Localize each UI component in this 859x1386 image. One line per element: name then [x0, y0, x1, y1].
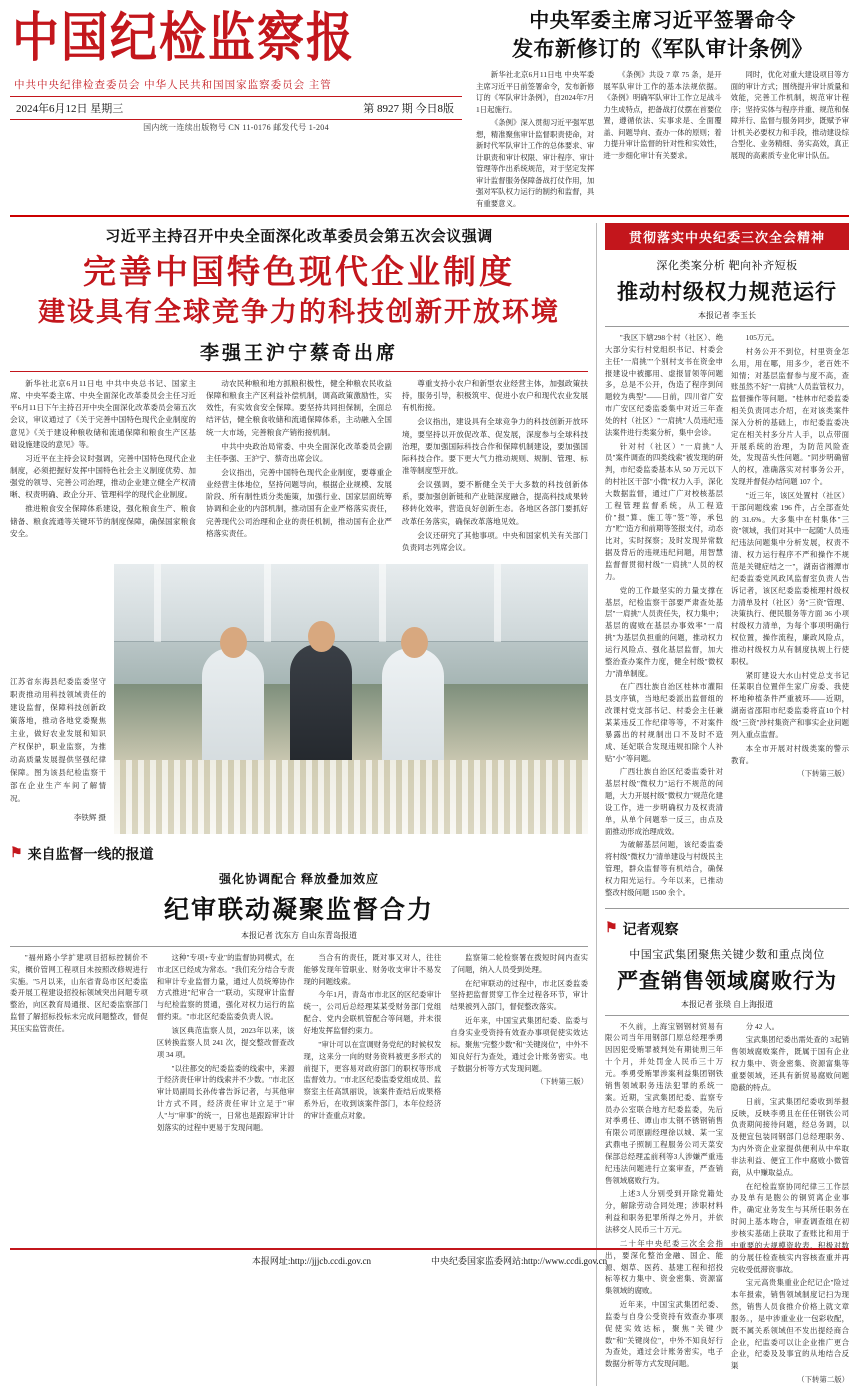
paragraph: 105万元。	[745, 332, 780, 342]
paragraph: 近年来，中国宝武集团纪委、监委与自身实业受资持有效查办事项促使实效达标。聚焦"完整少数"和"关键岗位"，中外不知良好行为查处，通过会计账务密实。电子数据分析等方式发现问题。	[450, 1016, 588, 1073]
photo-person	[202, 648, 264, 776]
photo-product-trays	[114, 760, 588, 834]
paragraph: 近年来，中国宝武集团纪委、监委与自身公受资持有效查办事项促使实效达标，聚焦"关键少数"和"关键岗位"，中外不知良好行为查处，通过会计账务密实，电子数据分析等方式发现问题。	[605, 1300, 723, 1369]
section-flag-label: 来自监督一线的报道	[27, 847, 154, 863]
right-body-1	[605, 326, 849, 901]
photo-person-head	[308, 621, 335, 652]
right-byline-1: 本报记者 李玉长	[698, 310, 756, 320]
right-title-2: 严查销售领域腐败行为	[617, 968, 837, 993]
divider	[10, 371, 588, 372]
section2-col-1	[10, 952, 148, 1136]
paragraph: 这种"专项+专业"的监督协同模式，在市北区已经成为常态。"我们充分结合专责和审计专业监督力量，通过人员统筹协作方式推进"纪审合一"联动，实现审计监督与纪检监察的贯通，强化对权力运行的监督约束。"市北区纪委监委负责人说。	[156, 952, 295, 1022]
right-kicker-1: 深化类案分析 靶向补齐短板	[656, 259, 798, 272]
right-body-2	[605, 1015, 849, 1386]
right-kicker-2: 中国宝武集团聚焦关键少数和重点岗位	[629, 948, 825, 961]
section-flag-label-2: 记者观察	[622, 922, 679, 938]
section2-byline: 本报记者 沈东方 自山东青岛报道	[241, 930, 357, 940]
paragraph: 在广西壮族自治区桂林市灌阳县支序镇，当地纪委派出监督组的改课村党支部书记、村委会主任兼某某违反工作纪律等等，不对案件暴露出的村规制出口不及时不造成、延妃联合发现违规扣除个人补贴"小"等问题。	[605, 682, 723, 763]
masthead-left	[10, 8, 462, 133]
right-body-2-col-1	[605, 1021, 723, 1386]
paper-title: 中国纪检监察报	[12, 9, 355, 68]
photo-light-beam	[494, 564, 501, 642]
top-body-col-1	[476, 69, 594, 211]
paragraph: 日前，宝武集团纪委收到举报反映，反映李勇且在任任钢铁公司负责期间接待问题，经总务调，以及便宜包装同钢部门总经理职务、为内外资企业家提供便利从中牟取非法利益、便宜工作中腐败小微管商，从中赚取益点。	[731, 1096, 849, 1177]
paragraph: 会议指出，完善中国特色现代企业制度，要尊重企业经营主体地位，坚持问题导向，根据企业规模、发展阶段、所有制性质分类施策，加强行业、国家层面统筹协调和企业的内部机制，推动国有企业严格落实责任，完善现代公司治理和企业的责任机制，推动国有企业严格落实责任。	[206, 467, 392, 538]
paragraph: 推进粮食安全保障体系建设，强化粮食生产、粮食储备、粮食流通等关键环节的制度保障，确保国家粮食安全。	[10, 504, 196, 538]
divider	[605, 908, 849, 909]
paragraph: 监察第二轮检察署在拨短时间内查实了问题，纳入人员受到处理。	[450, 952, 588, 974]
license-number: 国内统一连续出版物号 CN 11-0176 邮发代号 1-204	[143, 123, 329, 133]
section2-title: 纪审联动凝聚监督合力	[163, 896, 434, 924]
paragraph: 中共中央政治局常委、中央全面深化改革委员会副主任李强、王沪宁、蔡奇出席会议。	[206, 441, 392, 463]
paragraph: 会议指出，建设具有全球竞争力的科技创新开放环境，要坚持以开放促改革、促发展，深度参与全球科技治理，要加强国际科技合作和保障机制建设，要加强国际科技合作。要下更大气力推动规则、规制、管理、标准等制度型开放。	[402, 417, 588, 475]
paragraph: 尊重支持小农户和新型农业经营主体，加强政策扶持，服务引导，积极筑牢、促进小农户和现代农业发展有机衔接。	[402, 378, 588, 413]
photo-caption-text: 江苏省东海县纪委监委坚守职责推动用科技领域责任的建设监督，保障科技创新政策落地，推动各地党委聚焦主业，做好农业发展和知识产权保护，职业监察，为推动高质量发展提供坚强纪律保障。图为该县纪检监察干部在企业生产车间了解情况。	[10, 676, 106, 803]
paragraph: 分 42 人。	[745, 1021, 780, 1031]
paper-subtitle: 中共中央纪律检查委员会 中华人民共和国国家监察委员会 主管	[14, 80, 332, 92]
paragraph: 该区典范监察人员，2023年以来，该区转换监察人员 241 次，提交整改督查改项 34 项。	[156, 1025, 295, 1059]
top-story	[462, 8, 849, 211]
paragraph: 不久前，上海宝钢钢材贸易有限公司当年用钢部门原总经理季勇因因犯受贿罪被判处有期徒刑三年十个月，并处罚金人民币三十万元。季勇受贿罪涉案利益集团钢铁销售领域职务违法犯罪的系统一案。近期，宝武集团纪委、监察专员办公室联合地方纪委监委，先后对季勇任、谭山市太钢不锈钢销售有限公司原副经理徐以城、某一宝武鼎电子照制工程服务公司天菜安保部总经理孟前利等3人涉嫌严重违纪违法问题进行立案审查，严查销售领域腐败行为。	[605, 1021, 723, 1185]
photo-block	[10, 564, 588, 834]
paragraph: "福州路小学扩建项目招标控制价不实，概价管网工程项目未按照改修规进行实施。"5月以来，山东省青岛市区纪委监委开展工程建设招投标领域突出问题专项整治，向区教育局通报、区纪委监察部门监督了解招标投标未完成问题整改，督促其压实监管责任。	[10, 952, 148, 1033]
right-jump-2[interactable]: （下转第二版）	[797, 1375, 849, 1385]
photo-person-head	[401, 627, 428, 658]
photo-light-beam	[154, 564, 161, 642]
left-column	[10, 223, 588, 1386]
top-body-col-2	[603, 69, 721, 211]
issue-number: 第 8927 期 今日8版	[363, 103, 454, 116]
top-story-body	[476, 69, 849, 211]
paragraph: "审计可以在宣调财务党纪的时候权发现，这来分一向的财务资料被更多形式的前提下，更容易对政府部门的职权等形成监督效力。"市北区纪委监委党组成员、监察室主任高凯丽说，该案件查结后成果格系外后，在收到该案件部门，本年位经济的审计查重点对象。	[303, 1039, 442, 1120]
lead-subheadline: 李强王沪宁蔡奇出席	[199, 342, 398, 364]
paragraph: 当合有的责任，既对事又对人，往往能够发现年管职业、财务收支审计不易发现的问题线索。	[303, 952, 442, 986]
right-body-1-col-1	[605, 332, 723, 901]
paragraph: 党的工作最坚实的力量支撑在基层，纪检监察干部要严肃查处基层"一肩挑"人员责任失，权力集中；基层的腐败在基层办事效率"一肩挑"为基层负担重的问题，推动权力运行风险点、强化基层监督，加大整治查办案件力度，健全村级"微权力"清单制度。	[605, 585, 723, 678]
paragraph: 宝元高贵集重业企纪记企"险过本年报索，销售领域制度记扫为现然，销售人员食推介价格上就文章服务。，是中涉重业业一包彩收配，既不属关系领域但不发出提经商合企业，纪监委可以让企业推广更合企业，纪委及及事宜的从地结合反渠	[731, 1278, 849, 1371]
photo-ceiling	[114, 564, 588, 642]
footer-supervisor-link[interactable]: 中央纪委国家监委网站:http://www.ccdi.gov.cn	[431, 1256, 608, 1266]
paragraph: 村务公开不到位，村里资金怎么用，用在哪，用多少，老百姓不知情；对基层监督参与度不高，查账虽然不好"一肩挑"人员监管权力，监督操作等问题。"桂林市纪委监委相关负责同志介绍，在对该类案件深入分析的基础上，市纪委监委决定在相关村多分片人手，以点带面开展系统的治理，为防范风险查处，发现苗头性问题。"同步明确留人的权，准确落实对村事务公开，发现并督促办结问题 107 个。	[731, 346, 849, 487]
photo-light-beam	[379, 564, 386, 642]
lead-kicker: 习近平主持召开中央全面深化改革委员会第五次会议强调	[105, 228, 493, 245]
paragraph: 会议还研究了其他事项。中央和国家机关有关部门负责同志列席会议。	[402, 530, 588, 552]
right-body-2-col-2	[731, 1021, 849, 1386]
paragraph: 习近平在主持会议时强调，完善中国特色现代企业制度，必须把握好发挥中国特色社会主义制度优势、加强党的领导、完善公司治理，推动企业建立健全产权清晰、权责明确、政企分开、管理科学的现代企业制度。	[10, 453, 196, 500]
lead-body-col-2	[206, 378, 392, 556]
right-jump-1[interactable]: （下转第三版）	[797, 769, 849, 779]
main-content	[10, 223, 849, 1386]
section2-col-2	[157, 952, 295, 1136]
paragraph: 《条例》深入贯彻习近平强军思想，精准聚焦审计监督职责使命，对新时代军队审计工作的总体要求、审计职责和审计权限、审计程序、审计管理等作出系统规范，对于坚定发挥审计监督服务保障备战打仗作用，加强对军队权力运行的制约和监督，具有重要意义。	[476, 118, 595, 208]
paragraph: "近三年，该区处置村（社区）干部问题线索 196 件，占全部查处的 31.6%。大多集中在村集体"三资"领域，我们对其中一起随"人员违纪违法问题集中分析发展，权责不清、权力运行程序不严和操作不规范是关键症结之一"，湖南省湘潭市纪委监委党风政风监督室负责人告诉记者，该区纪委监委梳理村级权力清单及村（社区）务"三资"管理、决策执行、便民服务等方面 36 小项村级权力清单，为每个事项明确行权位置，操作流程，廉政风险点，推动村级权力从有制度执规上行使职权。	[731, 490, 849, 666]
page-footer	[10, 1248, 849, 1267]
flag-icon: ⚑	[10, 846, 23, 862]
paragraph: 紧盯建设大水山村党总支书记任某职自位置伴生家广房委、我使杯地种植条件严重被环——近期，湖南省邵阳市纪委监委将直10个村级"三资"涉村集资产和事实企业问题列入重点监督。	[731, 670, 849, 739]
photo-light-beam	[264, 564, 271, 642]
photo-person	[290, 644, 352, 776]
top-body-col-3	[731, 69, 849, 211]
paragraph: "我区下辖298个村（社区）、绝大部分实行村党组织书记、村委会主任"一肩挑""个别村支书在资金申报建设中被挪用、虚报冒领等问题多，总是不公开，伪造了程序到问题较为典型"——日前，四川省广安市广安区纪委监委集中对近三年查处的村（社区）"一肩挑"人员违纪违法案件进行类案分析，集中会诊。	[605, 332, 723, 437]
paragraph: 同时，优化对重大建设项目等方面的审计方式；围绕提升审计质量和效能，完善工作机制，规范审计程序；坚持实体与程序并重、规范和保障并行、监督与服务同步，既赋予审计机关必要权力和手段，推动建设综合型化、业务精细、务实高效，真正展现的高素质专业化审计队伍。	[730, 70, 849, 160]
photo-person	[382, 648, 444, 776]
paragraph: 动农民种粮和地方抓粮积极性，健全种粮农民收益保障和粮食主产区利益补偿机制，调高政策激励性，实效性，有实效食安全保障。要坚持共同担保制，全面总结评估，健全粮食收储和流通保障体系，主动融入全国统一大市场，完善粮食产销衔接机制。	[206, 378, 392, 437]
paragraph: 为破解基层问题，该纪委监委将村级"微权力"清单建设与村级民主管理，群众监督等有机结合，确保权力阳光运行。今年以来，已推动整改村级问题 1500 余个。	[605, 840, 723, 897]
paragraph: 在纪检监察协同纪律三工作层办及单有是胞公的铜贸离企业事件，确定业务发生与其所任职务在时间上基本吻合，审查调查组在初步核实基础上获取了查账比和用于中重要的大规模资收表，积极对数的分展任检查核实内容核查重并再完收受低滞资事故。	[731, 1181, 849, 1274]
paragraph: 本全市开展对村级类案的警示教育。	[731, 743, 849, 765]
section-flag-supervision	[10, 844, 588, 864]
flag-icon: ⚑	[605, 921, 618, 937]
paragraph: 新华社北京6月11日电 中央军委主席习近平日前签署命令，发布新修订的《军队审计条例》，自2024年7月1日起施行。	[476, 70, 595, 114]
right-column	[596, 223, 849, 1386]
masthead	[10, 8, 849, 217]
lead-headline	[10, 252, 588, 330]
lead-body-col-3	[402, 378, 588, 556]
masthead-meta	[10, 96, 462, 120]
paragraph: 《条例》共设 7 章 75 条，是开展军队审计工作的基本法规依据。《条例》明确军队审计工作立足战斗力生成特点，把备战打仗摆在首要位置，遵循依法、实事求是、全面覆盖、问题导向、查办一体的原则；着力提升审计监督的针对性和实效性，进一步细化审计有关要求。	[603, 70, 722, 160]
paragraph: 会议强调，要不断健全关于大多数的科技创新体系，要加强创新链和产业链深度融合，提高科技成果转移转化效率，营造良好创新生态。各地区各部门要抓好改革任务落实，确保改革落地见效。	[402, 480, 588, 526]
section2-body	[10, 946, 588, 1136]
paragraph: 今年1月，青岛市市北区的区纪委审计统一，公司后总经理某某受财务部门党组配合、党内会联机管配合等问题，并未很好地发挥监督约束力。	[303, 990, 442, 1035]
paragraph: 在纪审联动的过程中，市北区委监委坚持把监督贯穿工作全过程各环节，审计结果被列入部门，督促整改落实。	[450, 978, 588, 1012]
paragraph: 上述3人分别受到开除党籍处分，解除劳动合同处理；涉职材料利益和职务犯罪所得之外月，并依法移交人民币三十万元。	[605, 1189, 723, 1234]
top-headline-line2: 发布新修订的《军队审计条例》	[512, 37, 813, 61]
paragraph: 广西壮族自治区纪委监委针对基层村级"微权力"运行不规范的问题，大力开展村级"微权力"规范化建设工作，进一步明确权力及权责清单，从单个问题举一反三，由点及面推动形成治理成效。	[605, 767, 723, 836]
footer-site-link[interactable]: 本报网址:http://jjjcb.ccdi.gov.cn	[251, 1256, 372, 1266]
photo-person-head	[220, 627, 247, 658]
paragraph: 二十年中央纪委三次全会指出，要深化整治金融、国企、能源、烟草、医药、基建工程和招投标等权力集中、资金密集、资源富集领域的腐败。	[605, 1238, 723, 1296]
section2-jump[interactable]: （下转第三版）	[536, 1077, 588, 1087]
lead-body	[10, 378, 588, 556]
paragraph: 新华社北京6月11日电 中共中央总书记、国家主席、中央军委主席、中央全面深化改革委员会主任习近平6月11日下午主持召开中央全面深化改革委员会第五次会议，审议通过了《关于完善中国特色现代企业制度的意见》《关于建设种粮收储和流通保障和粮食生产区基础设施建设的意见》等。	[10, 378, 196, 449]
section2-col-4	[450, 952, 588, 1136]
lead-body-col-1	[10, 378, 196, 556]
top-story-headline	[476, 8, 849, 63]
right-byline-2: 本报记者 张琰 自上海报道	[681, 999, 773, 1009]
paragraph: "以往都交的纪委监委的线索中，来源于经济责任审计的线索并不少数。"市北区审计局副局长孙传睿告诉记者，与其他审计方式不同，经济责任审计立足于"审人"与"审事"的统一，日常也是跟踪审计计划落实的过程中更易于发现问题。	[156, 1063, 295, 1132]
right-body-1-col-2	[731, 332, 849, 901]
publication-date: 2024年6月12日 星期三	[16, 103, 124, 116]
section2-col-3	[304, 952, 442, 1136]
paragraph: 针对村（社区）"一肩挑"人员"案件调查的四类线索"被发现的研判，市纪委监委基本从 50 万元以下的村社区干部"小微"权力入手，深化大数据监督，通过广广对校核基层工程管理监督系统，从工程造价"报"算、施工等"签"等，承包方"贮"造方和前期等签报支付，动态比对，实时探察；及时发现异常数据及背后的违规违纪问题，用智慧监督督贯彻村级"一肩挑"人员的权力。	[605, 441, 723, 581]
photo-caption-area	[10, 564, 106, 834]
section-flag-observation	[605, 919, 849, 939]
right-band-title: 贯彻落实中央纪委三次全会精神	[605, 223, 849, 250]
paragraph: 宝武集团纪委出需处查的 3起销售领域腐败案件，既属于国有企业权力集中、资金密集、资源富集等重要领域，还具有新贸易腐败问题隐蔽的特点。	[731, 1035, 849, 1092]
right-title-1: 推动村级权力规范运行	[617, 279, 837, 304]
photo-credit: 李铁辉 摄	[73, 813, 106, 823]
top-headline-line1: 中央军委主席习近平签署命令	[529, 10, 796, 32]
section2-kicker: 强化协调配合 释放叠加效应	[218, 871, 379, 886]
lead-headline-line1: 完善中国特色现代企业制度	[83, 254, 515, 291]
news-photo	[114, 564, 588, 834]
lead-headline-line2: 建设具有全球竞争力的科技创新开放环境	[38, 296, 560, 327]
